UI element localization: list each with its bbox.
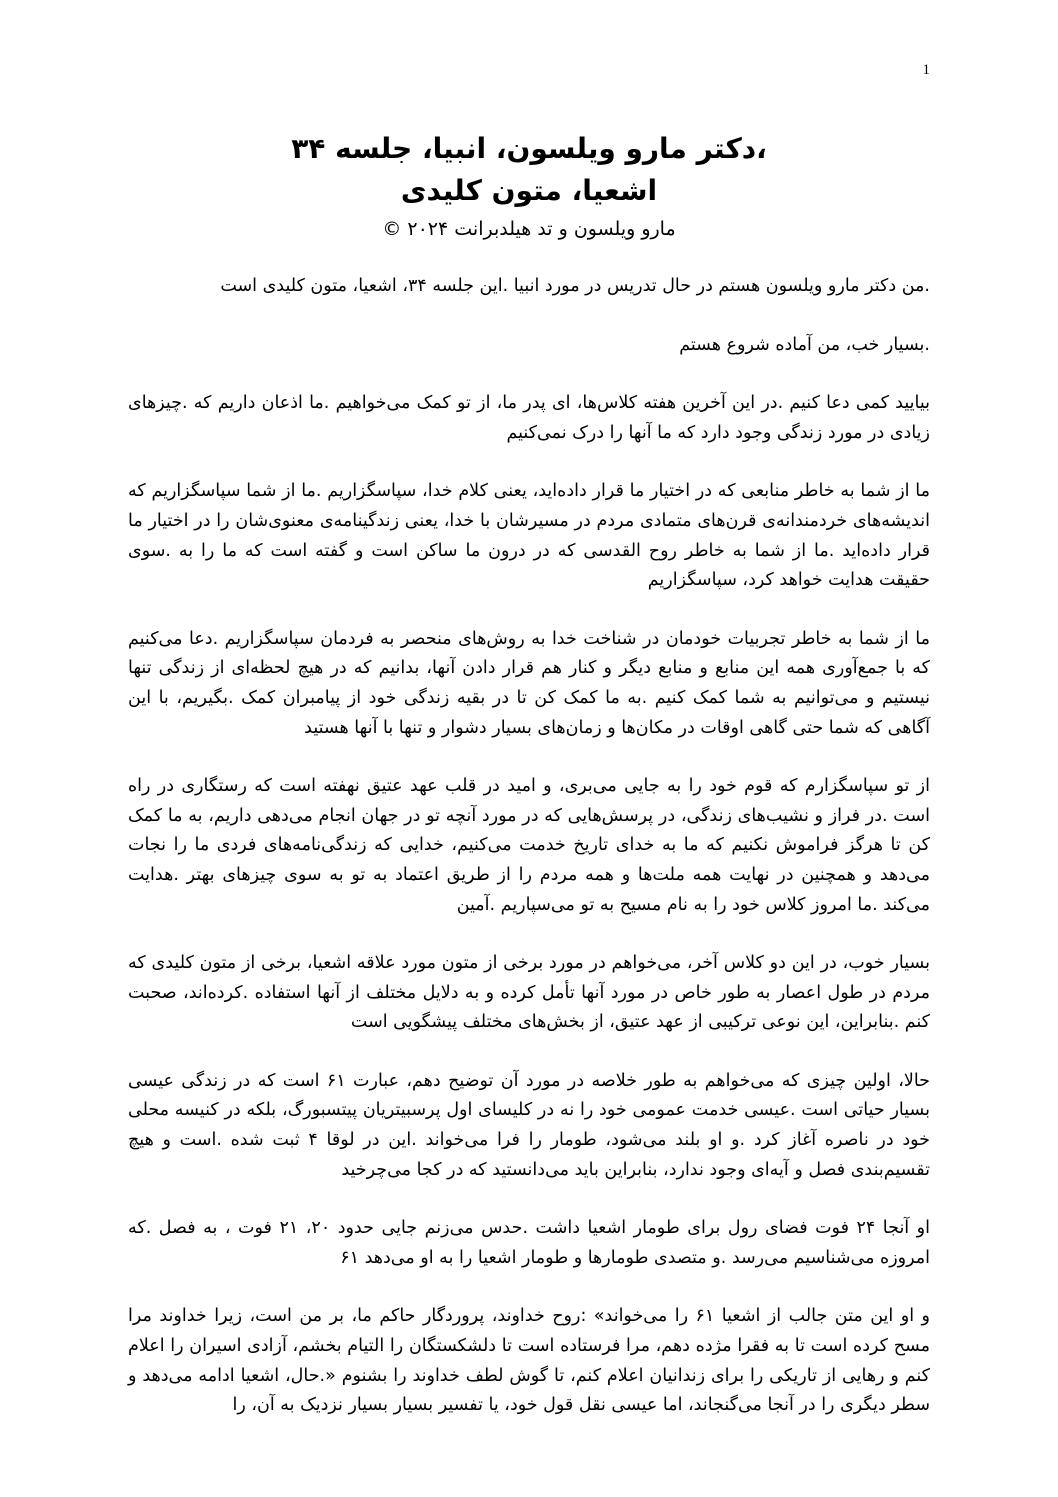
- body-text: [128, 272, 930, 1421]
- paragraph: حالا، اولین چیزی که می‌خواهم به طور خلاصه در مورد آن توضیح دهم، عبارت ۶۱ است که در زندگی عیسی بسیار حیاتی است .عیسی خدمت عمومی خود را نه در کلیسای اول پرسبیتریان پیتسبورگ، بلکه در کنیسه محلی خود در ناصره آغاز کرد .و او بلند می‌شود، طومار را فرا می‌خواند .این در لوقا ۴ ثبت شده .است و هیچ تقسیم‌بندی فصل و آیه‌ای وجود ندارد، بنابراین باید می‌دانستید که در کجا می‌چرخید: [128, 1070, 931, 1180]
- paragraph: بیایید کمی دعا کنیم .در این آخرین هفته کلاس‌ها، ای پدر ما، از تو کمک می‌خواهیم .ما اذعان داریم که .چیزهای زیادی در مورد زندگی وجود دارد که ما آنها را درک نمی‌کنیم: [128, 393, 930, 443]
- document-title-line-2: اشعیا، متون کلیدی: [400, 174, 658, 207]
- paragraph: .بسیار خب، من آماده شروع هستم: [679, 334, 930, 355]
- paragraph: .من دکتر مارو ویلسون هستم در حال تدریس در مورد انبیا .این جلسه ۳۴، اشعیا، متون کلیدی است: [220, 276, 930, 296]
- paragraph: بسیار خوب، در این دو کلاس آخر، می‌خواهم در مورد برخی از متون مورد علاقه اشعیا، برخی از متون کلیدی که مردم در طول اعصار به طور خاص در مورد آنها تأمل کرده و به دلایل مختلف از آنها استفاده .کرده‌اند، صحبت کنم .بنابراین، این نوعی ترکیبی از عهد عتیق، از بخش‌های مختلف پیشگویی است: [128, 953, 930, 1033]
- paragraph: ما از شما به خاطر تجربیات خودمان در شناخت خدا به روش‌های منحصر به فردمان سپاسگزاریم .دعا می‌کنیم که با جمع‌آوری همه این منابع و منابع دیگر و کنار هم قرار دادن آنها، بدانیم که در هیچ لحظه‌ای از زندگی تنها نیستیم و می‌توانیم به شما کمک کنیم .به ما کمک کن تا در بقیه زندگی خود از پیامبران کمک .بگیریم، با این آگاهی که شما حتی گاهی اوقات در مکان‌ها و زمان‌های بسیار دشوار و تنها با آنها هستید: [128, 628, 930, 738]
- paragraph: از تو سپاسگزارم که قوم خود را به جایی می‌بری، و امید در قلب عهد عتیق نهفته است که رستگاری در راه است .در فراز و نشیب‌های زندگی، در پرسش‌هایی که در مورد آنچه تو در جهان انجام می‌دهی داریم، به ما کمک کن تا هرگز فراموش نکنیم که ما به خدای تاریخ خدمت می‌کنیم، خدایی که زندگی‌نامه‌های فردی ما را نجات می‌دهد و همچنین در نهایت همه ملت‌ها و همه مردم را از طریق اعتماد به تو به سوی چیزهای بهتر .هدایت می‌کند .ما امروز کلاس خود را به نام مسیح به تو می‌سپاریم .آمین: [128, 776, 930, 915]
- paragraph: او آنجا ۲۴ فوت فضای رول برای طومار اشعیا داشت .حدس می‌زنم جایی حدود ۲۰، ۲۱ فوت ، به فصل .که امروزه می‌شناسیم می‌رسد .و متصدی طومارها و طومار اشعیا را به او می‌دهد ۶۱: [128, 1218, 930, 1268]
- copyright-line: مارو ویلسون و تد هیلدبرانت ۲۰۲۴ ©: [382, 218, 676, 240]
- paragraph: و او این متن جالب از اشعیا ۶۱ را می‌خواند» :روح خداوند، پروردگار حاکم ما، بر من است، زیرا خداوند مرا مسح کرده است تا به فقرا مژده دهم، مرا فرستاده است تا دلشکستگان را التیام بخشم، آزادی اسیران را اعلام کنم و رهایی از تاریکی را برای زندانیان اعلام کنم، تا گوش لطف خداوند را بشنوم «.حال، اشعیا ادامه می‌دهد و سطر دیگری را در آنجا می‌گنجاند، اما عیسی نقل قول خود، یا تفسیر بسیار بسیار نزدیک به آن، را: [128, 1306, 930, 1416]
- document-title-line-1: ،دکتر مارو ویلسون، انبیا، جلسه ۳۴: [291, 132, 767, 165]
- title-block: [128, 128, 930, 244]
- page-number: 1: [922, 62, 930, 78]
- paragraph: ما از شما به خاطر منابعی که در اختیار ما قرار داده‌اید، یعنی کلام خدا، سپاسگزاریم .ما از شما سپاسگزاریم که اندیشه‌های خردمندانه‌ی قرن‌های متمادی مردم در مسیرشان با خدا، یعنی زندگینامه‌ی معنوی‌شان را در اختیار ما قرار داده‌اید .ما از شما به خاطر روح القدسی که در درون ما ساکن است و گفته است که ما را به .سوی حقیقت هدایت خواهد کرد، سپاسگزاریم: [128, 481, 930, 591]
